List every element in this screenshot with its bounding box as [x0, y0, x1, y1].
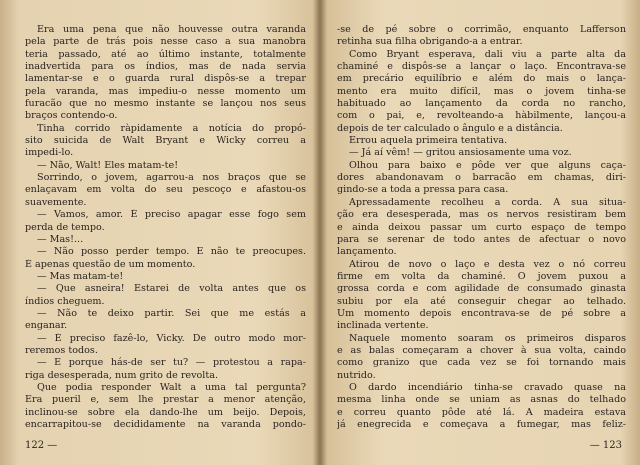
text-line: retinha sua filha obrigando-a a entrar.: [337, 36, 523, 48]
text-line: — Não posso perder tempo. E não te preocupes.: [37, 246, 306, 258]
text-line: chaminé e dispôs-se a lançar o laço. Encontrava-se: [337, 61, 626, 73]
text-line: O dardo incendiário tinha-se cravado quase na: [349, 381, 626, 393]
text-line: como granizo que cada vez se foi tornando mais: [337, 357, 626, 369]
text-line: em precário equilíbrio e além do mais o lança-: [337, 73, 626, 85]
text-line: impedi-lo.: [25, 147, 74, 159]
text-line: pela parte de trás pois nesse caso a sua manobra: [25, 36, 306, 48]
text-line: dores abandonavam o barracão em chamas, diri-: [337, 172, 626, 184]
text-line: teria passado, até ao último instante, totalmente: [25, 48, 306, 60]
text-line: e as balas começaram a chover à sua volta, caindo: [337, 344, 626, 356]
text-line: suavemente.: [25, 196, 87, 208]
text-line: — Não te deixo partir. Sei que me estás a: [37, 307, 306, 319]
text-line: — Já aí vêm! — gritou ansiosamente uma voz.: [349, 147, 572, 159]
text-line: Que podia responder Walt a uma tal pergunta?: [37, 381, 306, 393]
page-number-left: 122 —: [25, 440, 58, 451]
text-line: para se serenar de todo antes de afectuar o novo: [337, 233, 626, 245]
text-line: Era pueril e, sem lhe prestar a menor atenção,: [25, 394, 306, 406]
text-line: e ainda deixou passar um curto espaço de tempo: [337, 221, 626, 233]
text-line: Naquele momento soaram os primeiros disparos: [349, 332, 626, 344]
text-line: mento era muito difícil, mas o jovem tinha-se: [337, 85, 626, 97]
text-line: — Não, Walt! Eles matam-te!: [37, 159, 179, 171]
text-line: perda de tempo.: [25, 221, 105, 233]
text-line: ção era desesperada, mas os nervos resistiram bem: [337, 209, 626, 221]
text-line: inadvertida para os índios, mas de nada servia: [25, 61, 306, 73]
text-line: enlaçavam em volta do seu pescoço e afastou-os: [25, 184, 306, 196]
text-line: Tinha corrido ràpidamente a notícia do propó-: [37, 122, 306, 134]
text-line: — É preciso fazê-lo, Vicky. De outro modo mor-: [37, 332, 306, 344]
text-line: — E porque hás-de ser tu? — protestou a rapa-: [37, 357, 306, 369]
text-line: É apenas questão de um momento.: [25, 258, 196, 270]
text-line: -se de pé sobre o corrimão, enquanto Lafferson: [337, 24, 626, 35]
text-line: riga desesperada, num grito de revolta.: [25, 369, 218, 381]
text-line: — Mas!...: [37, 233, 84, 245]
text-line: Era uma pena que não houvesse outra varanda: [37, 24, 306, 35]
text-line: inclinou-se sobre ela dando-lhe um beijo. Depois,: [25, 406, 306, 418]
text-line: furacão que no mesmo instante se lançou nos seus: [25, 98, 306, 110]
text-line: índios cheguem.: [25, 295, 105, 307]
text-line: firme em volta da chaminé. O jovem puxou a: [337, 270, 626, 282]
text-line: Como Bryant esperava, dali viu a parte alta da: [349, 48, 626, 60]
text-line: — Que asneira! Estarei de volta antes que os: [37, 283, 306, 295]
text-line: Apressadamente recolheu a corda. A sua situa-: [349, 196, 626, 208]
text-line: Sorrindo, o jovem, agarrou-a nos braços que se: [37, 172, 306, 184]
text-line: Errou aquela primeira tentativa.: [349, 135, 508, 147]
text-line: enganar.: [25, 320, 68, 332]
text-line: encarrapitou-se decididamente na varanda pondo-: [25, 419, 306, 430]
page-number-right: — 123: [589, 440, 622, 451]
text-line: lançamento.: [337, 246, 397, 258]
text-line: grossa corda e com agilidade de consumado ginasta: [337, 283, 626, 295]
text-line: inclinada vertente.: [337, 320, 429, 332]
right-page: [320, 0, 640, 465]
text-line: sito suicida de Walt Bryant e Wicky correu a: [25, 135, 306, 147]
text-line: pela varanda, mas impediu-o nesse momento um: [25, 85, 306, 97]
text-line: e correu quanto pôde até lá. A madeira estava: [337, 406, 626, 418]
text-line: com o pai, e, revolteando-a hàbilmente, lançou-a: [337, 110, 626, 122]
text-line: — Mas matam-te!: [37, 270, 124, 282]
text-line: Atirou de novo o laço e desta vez o nó correu: [349, 258, 626, 270]
text-line: gindo-se a toda a pressa para casa.: [337, 184, 509, 196]
text-line: habituado ao lançamento da corda no rancho,: [337, 98, 626, 110]
text-line: já enegrecida e começava a fumegar, mas feliz-: [337, 419, 626, 430]
text-line: depois de ter calculado o ângulo e a distância.: [337, 122, 563, 134]
text-line: Um momento depois encontrava-se de pé sobre a: [337, 307, 626, 319]
text-line: Olhou para baixo e pôde ver que alguns caça-: [349, 159, 626, 171]
text-line: braços contendo-o.: [25, 110, 118, 122]
text-line: mesma linha onde se uniam as asnas do telhado: [337, 394, 626, 406]
text-line: subiu por ela até conseguir chegar ao telhado.: [337, 295, 626, 307]
text-line: lamentar-se e o guarda rural dispôs-se a trepar: [25, 73, 306, 85]
text-line: — Vamos, amor. É preciso apagar esse fogo sem: [37, 209, 306, 221]
text-line: nutrido.: [337, 369, 376, 381]
text-line: reremos todos.: [25, 344, 98, 356]
